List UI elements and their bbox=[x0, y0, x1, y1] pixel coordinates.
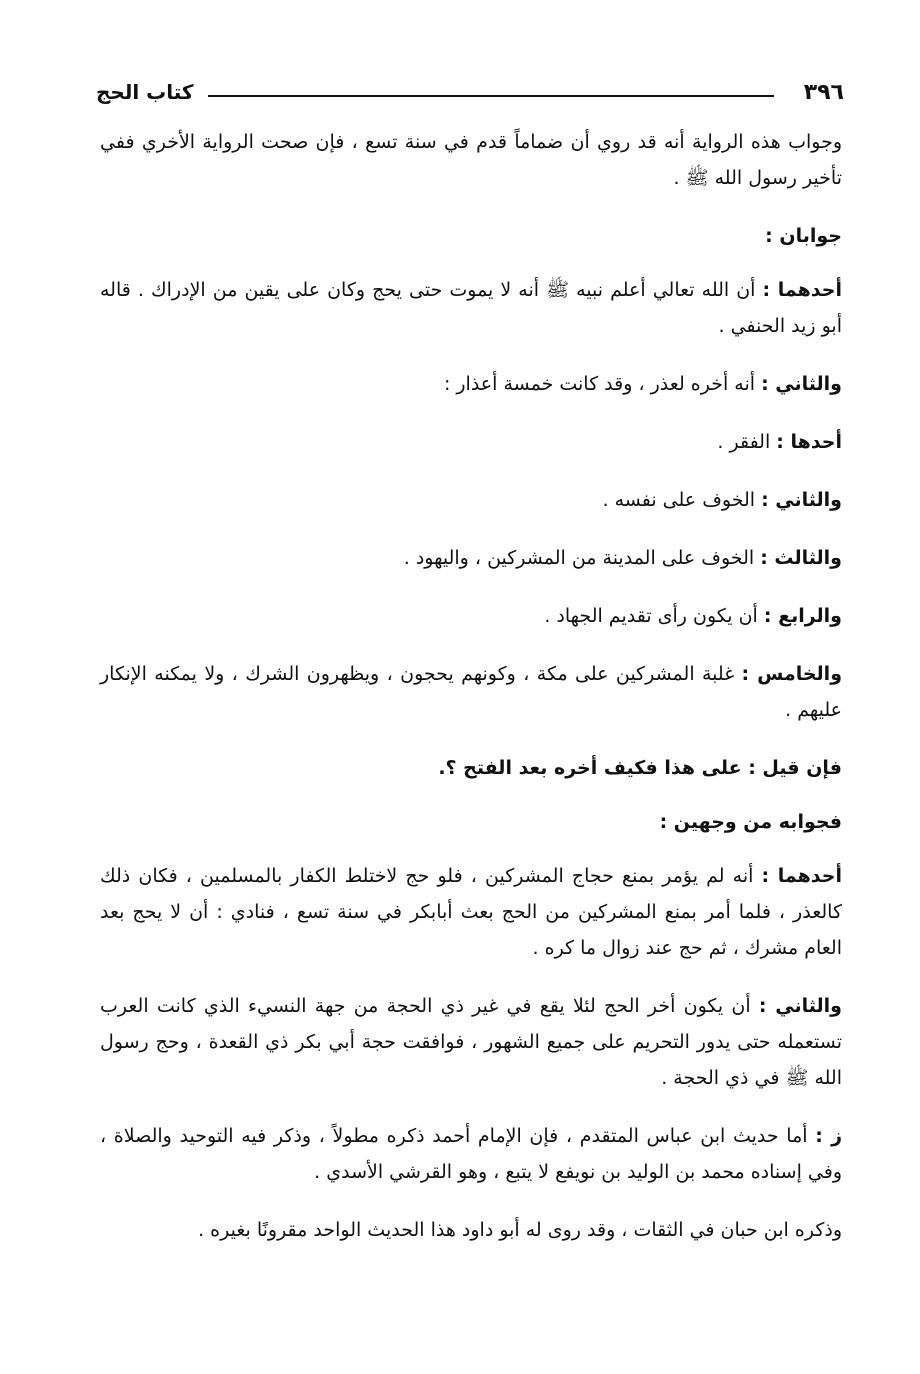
paragraph-lead: والثالث : bbox=[760, 547, 842, 569]
paragraph bbox=[100, 424, 842, 460]
paragraph-lead: أحدها : bbox=[776, 431, 842, 453]
paragraph bbox=[100, 1212, 842, 1248]
paragraph-lead: فإن قيل : على هذا فكيف أخره بعد الفتح ؟. bbox=[438, 757, 842, 779]
body-text bbox=[100, 124, 842, 1270]
paragraph bbox=[100, 1118, 842, 1190]
paragraph-text: أما حديث ابن عباس المتقدم ، فإن الإمام أحمد ذكره مطولاً ، وذكر فيه التوحيد والصلاة ، وفي إسناده محمد بن الوليد بن نويفع لا يتبع ، وهو القرشي الأسدي . bbox=[100, 1125, 842, 1183]
paragraph-lead: ز : bbox=[815, 1125, 843, 1147]
paragraph-lead: والثاني : bbox=[761, 373, 842, 395]
paragraph-text: الخوف على نفسه . bbox=[602, 489, 762, 511]
paragraph bbox=[100, 540, 842, 576]
paragraph-lead: جوابان : bbox=[765, 225, 842, 247]
paragraph-text: غلبة المشركين على مكة ، وكونهم يحجون ، ويظهرون الشرك ، ولا يمكنه الإنكار عليهم . bbox=[100, 663, 842, 721]
paragraph-text: الفقر . bbox=[717, 431, 777, 453]
paragraph-lead: أحدهما : bbox=[761, 865, 842, 887]
paragraph-text: أن يكون رأى تقديم الجهاد . bbox=[544, 605, 764, 627]
paragraph-text: أن الله تعالي أعلم نبيه ﷺ أنه لا يموت حتى يحج وكان على يقين من الإدراك . قاله أبو زيد الحنفي . bbox=[100, 279, 842, 337]
paragraph-text: وجواب هذه الرواية أنه قد روي أن ضماماً قدم في سنة تسع ، فإن صحت الرواية الأخري ففي تأخير رسول الله ﷺ . bbox=[100, 131, 842, 189]
paragraph-text: أنه لم يؤمر بمنع حجاج المشركين ، فلو حج لاختلط الكفار بالمسلمين ، فكان ذلك كالعذر ، فلما أمر بمنع المشركين من الحج بعث أبابكر في سنة تسع ، فنادي : أن لا يحج بعد العام مشرك ، ثم حج عند زوال ما كره . bbox=[100, 865, 842, 959]
paragraph-lead: والخامس : bbox=[741, 663, 843, 685]
paragraph bbox=[100, 482, 842, 518]
page-header bbox=[96, 78, 844, 114]
paragraph-text: أن يكون أخر الحج لئلا يقع في غير ذي الحجة من جهة النسيء الذي كانت العرب تستعمله حتى يدور التحريم على جميع الشهور ، فوافقت حجة أبي بكر ذي القعدة ، وحج رسول الله ﷺ في ذي الحجة . bbox=[100, 995, 842, 1089]
paragraph bbox=[100, 272, 842, 344]
paragraph-lead: أحدهما : bbox=[762, 279, 842, 301]
paragraph-lead: والرابع : bbox=[763, 605, 842, 627]
paragraph bbox=[100, 366, 842, 402]
paragraph bbox=[100, 598, 842, 634]
paragraph bbox=[100, 804, 842, 840]
page-number: ٣٩٦ bbox=[803, 80, 844, 105]
paragraph bbox=[100, 656, 842, 728]
header-rule bbox=[208, 95, 774, 97]
paragraph-text: وذكره ابن حبان في الثقات ، وقد روى له أبو داود هذا الحديث الواحد مقرونًا بغيره . bbox=[198, 1219, 842, 1241]
paragraph bbox=[100, 988, 842, 1096]
paragraph-text: الخوف على المدينة من المشركين ، واليهود . bbox=[403, 547, 761, 569]
paragraph bbox=[100, 218, 842, 254]
paragraph bbox=[100, 750, 842, 786]
paragraph-lead: والثاني : bbox=[761, 489, 842, 511]
paragraph bbox=[100, 858, 842, 966]
running-title: كتاب الحج bbox=[96, 80, 194, 104]
paragraph-lead: فجوابه من وجهين : bbox=[659, 811, 842, 833]
paragraph bbox=[100, 124, 842, 196]
paragraph-lead: والثاني : bbox=[758, 995, 842, 1017]
paragraph-text: أنه أخره لعذر ، وقد كانت خمسة أعذار : bbox=[443, 373, 762, 395]
